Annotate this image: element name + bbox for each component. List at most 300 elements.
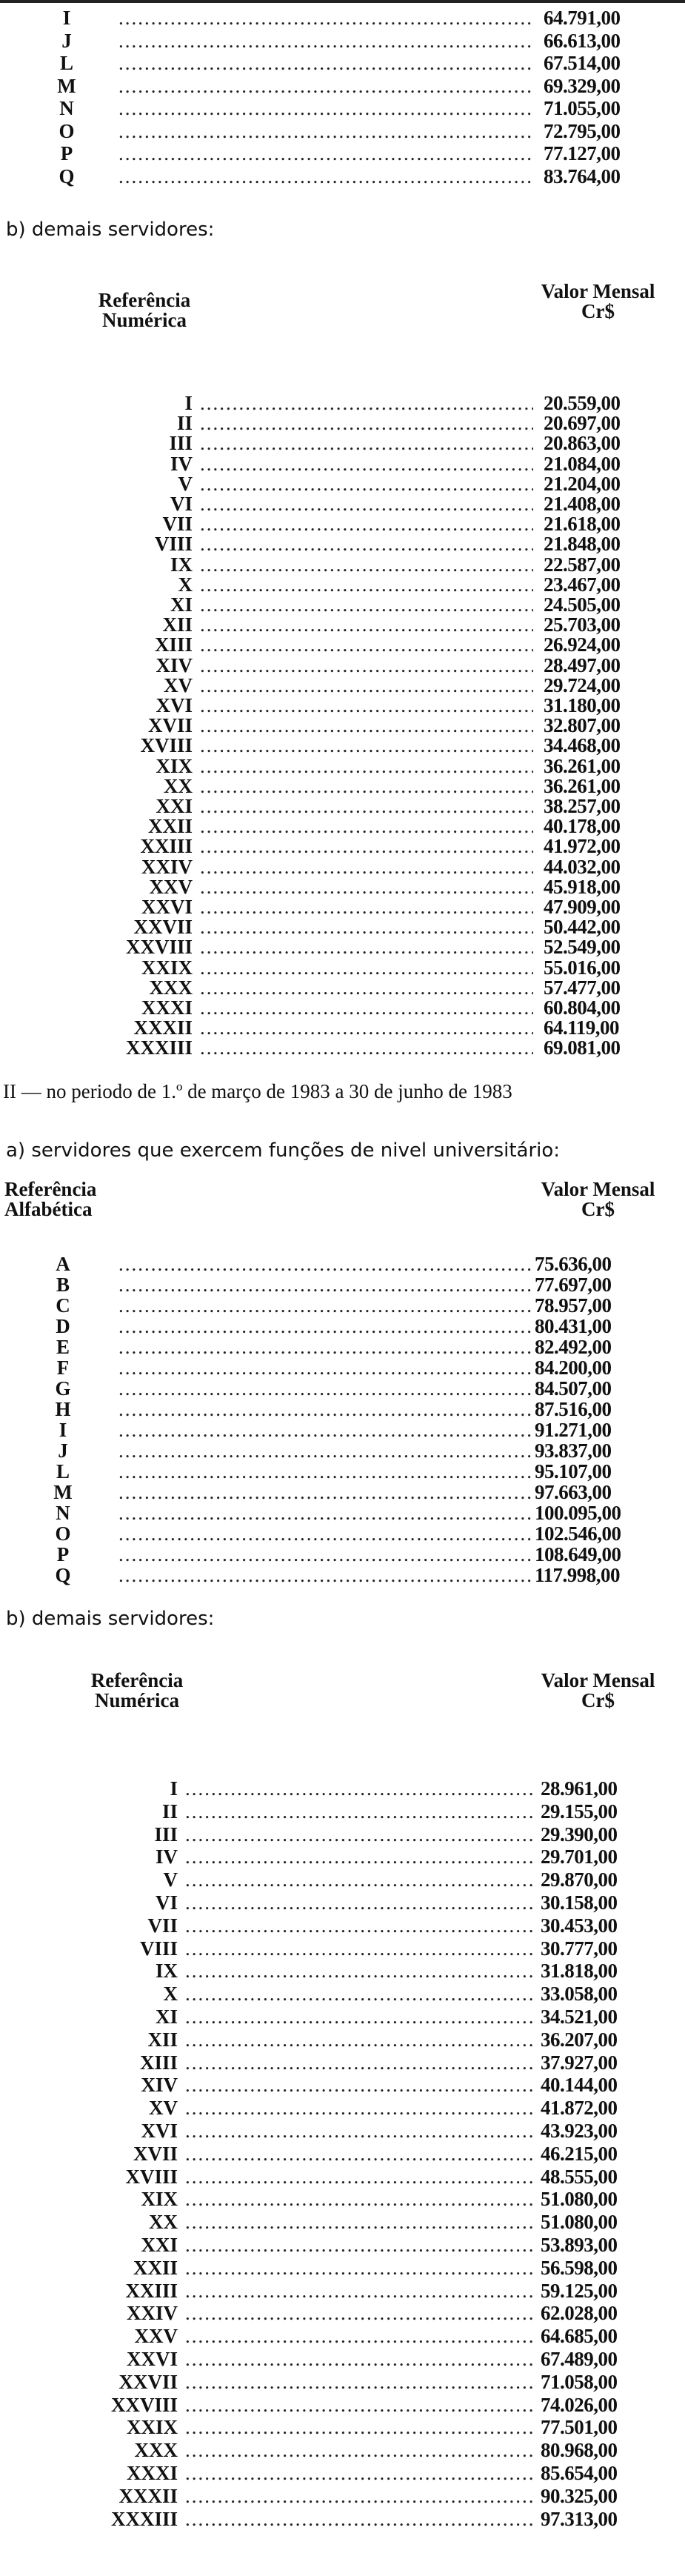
- reference-code: XXI: [141, 2234, 178, 2256]
- list-item: [0, 533, 685, 554]
- list-item: [0, 856, 685, 877]
- leader-dots: [185, 2052, 533, 2073]
- monthly-value: 29.701,00: [541, 1846, 618, 1868]
- monthly-value: 51.080,00: [541, 2211, 618, 2234]
- monthly-value: 97.663,00: [535, 1481, 612, 1503]
- leader-dots: [200, 876, 533, 897]
- leader-dots: [200, 977, 533, 998]
- reference-code: XXXIII: [110, 2507, 178, 2530]
- list-item: [0, 2211, 685, 2232]
- reference-code: III: [169, 432, 193, 455]
- reference-code: II: [176, 412, 193, 435]
- leader-dots: [118, 1274, 533, 1295]
- monthly-value: 23.467,00: [544, 573, 621, 596]
- list-item: [0, 1440, 685, 1461]
- reference-code: XXI: [156, 795, 193, 817]
- reference-code: N: [59, 97, 74, 119]
- leader-dots: [185, 2234, 533, 2255]
- reference-code: XXVII: [118, 2370, 178, 2393]
- monthly-value: 77.501,00: [541, 2416, 618, 2439]
- reference-code: XXVII: [133, 916, 193, 939]
- monthly-value: 51.080,00: [541, 2188, 618, 2211]
- list-item: [0, 1938, 685, 1959]
- monthly-value: 53.893,00: [541, 2234, 618, 2256]
- list-item: [0, 735, 685, 756]
- list-item: [0, 816, 685, 836]
- leader-dots: [185, 2303, 533, 2323]
- monthly-value: 102.546,00: [535, 1522, 621, 1545]
- leader-dots: [200, 493, 533, 514]
- reference-code: O: [59, 119, 75, 142]
- list-item: [0, 634, 685, 655]
- monthly-value: 71.058,00: [541, 2370, 618, 2393]
- list-item: [0, 2372, 685, 2392]
- reference-code: XIII: [139, 2051, 178, 2074]
- reference-code: C: [56, 1294, 70, 1317]
- monthly-value: 60.804,00: [544, 996, 621, 1019]
- reference-code: XXIV: [126, 2302, 178, 2325]
- monthly-value: 41.872,00: [541, 2097, 618, 2120]
- list-item: [0, 2120, 685, 2141]
- reference-code: J: [58, 1440, 68, 1462]
- monthly-value: 38.257,00: [544, 795, 621, 817]
- reference-code: G: [55, 1377, 71, 1400]
- reference-code: XIV: [156, 653, 193, 676]
- monthly-value: 69.329,00: [544, 74, 621, 97]
- reference-code: VII: [162, 513, 193, 536]
- leader-dots: [200, 715, 533, 736]
- list-item: [0, 776, 685, 796]
- monthly-value: 33.058,00: [541, 1983, 618, 2006]
- list-item: [0, 1399, 685, 1420]
- monthly-value: 40.178,00: [544, 815, 621, 838]
- reference-code: I: [59, 1419, 67, 1441]
- list-item: [0, 675, 685, 696]
- leader-dots: [118, 1461, 533, 1482]
- leader-dots: [200, 796, 533, 816]
- reference-code: F: [56, 1357, 70, 1379]
- leader-dots: [200, 1037, 533, 1058]
- leader-dots: [200, 554, 533, 575]
- reference-code: XXII: [147, 815, 193, 838]
- reference-code: IX: [170, 553, 193, 576]
- subtitle-demais-servidores-1: b) demais servidores:: [6, 219, 215, 241]
- leader-dots: [185, 2394, 533, 2415]
- leader-dots: [200, 936, 533, 957]
- reference-code: H: [55, 1398, 71, 1420]
- leader-dots: [200, 473, 533, 494]
- list-item: [0, 1892, 685, 1913]
- leader-dots: [118, 1316, 533, 1337]
- monthly-value: 56.598,00: [541, 2256, 618, 2279]
- value-header-line-2: Cr$: [581, 300, 615, 322]
- monthly-value: 78.957,00: [535, 1294, 612, 1317]
- reference-code: B: [56, 1274, 70, 1296]
- leader-dots: [185, 1778, 533, 1799]
- monthly-value: 117.998,00: [535, 1564, 621, 1586]
- value-header-line-1: Valor Mensal: [541, 1669, 655, 1691]
- list-item: [0, 997, 685, 1018]
- monthly-value: 97.313,00: [541, 2507, 618, 2530]
- reference-code: Q: [59, 164, 75, 187]
- leader-dots: [185, 2326, 533, 2346]
- ref-header-numerica-2: [52, 1671, 222, 1711]
- period-heading: II — no periodo de 1.º de março de 1983 a 30 de junho de 1983: [3, 1080, 512, 1102]
- monthly-value: 24.505,00: [544, 593, 621, 616]
- reference-code: XII: [162, 613, 193, 636]
- value-header-line-2: Cr$: [581, 1198, 615, 1220]
- monthly-value: 43.923,00: [541, 2120, 618, 2142]
- monthly-value: 21.618,00: [544, 513, 621, 536]
- leader-dots: [118, 1544, 533, 1565]
- monthly-value: 84.507,00: [535, 1377, 612, 1400]
- list-item: [0, 433, 685, 453]
- list-item: [0, 1482, 685, 1502]
- reference-code: XVII: [133, 2142, 178, 2165]
- value-header-1: [511, 282, 685, 322]
- list-item: [0, 1357, 685, 1378]
- reference-code: XIX: [141, 2188, 178, 2211]
- monthly-value: 32.807,00: [544, 714, 621, 737]
- list-item: [0, 2349, 685, 2369]
- list-item: [0, 453, 685, 474]
- reference-code: I: [62, 7, 71, 29]
- monthly-value: 71.055,00: [544, 97, 621, 119]
- leader-dots: [200, 533, 533, 554]
- leader-dots: [185, 2006, 533, 2027]
- ref-header-line-1: Referência: [4, 1178, 97, 1200]
- value-header-line-2: Cr$: [581, 1689, 615, 1711]
- list-item: [0, 796, 685, 816]
- list-item: [0, 493, 685, 514]
- monthly-value: 29.155,00: [541, 1800, 618, 1823]
- leader-dots: [200, 816, 533, 836]
- list-item: [0, 1254, 685, 1274]
- monthly-value: 28.497,00: [544, 653, 621, 676]
- reference-code: XVIII: [140, 734, 193, 757]
- monthly-value: 91.271,00: [535, 1419, 612, 1441]
- list-item: [0, 1274, 685, 1295]
- list-item: [0, 1378, 685, 1399]
- leader-dots: [200, 433, 533, 453]
- leader-dots: [118, 7, 533, 28]
- list-item: [0, 393, 685, 413]
- monthly-value: 20.863,00: [544, 432, 621, 455]
- monthly-value: 64.791,00: [544, 7, 621, 29]
- monthly-value: 36.261,00: [544, 754, 621, 777]
- list-item: [0, 916, 685, 937]
- list-item: [0, 2234, 685, 2255]
- monthly-value: 67.489,00: [541, 2348, 618, 2370]
- list-item: [0, 655, 685, 676]
- list-item: [0, 1869, 685, 1890]
- ref-header-alfabetica: [0, 1179, 175, 1219]
- leader-dots: [185, 2509, 533, 2529]
- leader-dots: [118, 1420, 533, 1440]
- list-item: [0, 977, 685, 998]
- leader-dots: [118, 1295, 533, 1316]
- subtitle-nivel-universitario: a) servidores que exercem funções de nivel universitário:: [6, 1139, 561, 1162]
- leader-dots: [200, 856, 533, 877]
- monthly-value: 100.095,00: [535, 1502, 621, 1524]
- leader-dots: [185, 1846, 533, 1867]
- list-item: [0, 1017, 685, 1038]
- monthly-value: 77.127,00: [544, 142, 621, 164]
- leader-dots: [185, 1824, 533, 1845]
- reference-code: XXX: [149, 976, 193, 999]
- reference-code: I: [170, 1777, 178, 1800]
- monthly-value: 80.431,00: [535, 1315, 612, 1337]
- monthly-value: 66.613,00: [544, 29, 621, 52]
- reference-code: XXVI: [141, 896, 193, 918]
- leader-dots: [200, 756, 533, 776]
- monthly-value: 84.200,00: [535, 1357, 612, 1379]
- reference-code: XXIV: [141, 855, 193, 878]
- reference-code: XI: [155, 2006, 178, 2028]
- list-item: [0, 513, 685, 534]
- leader-dots: [118, 1440, 533, 1461]
- reference-code: XX: [149, 2211, 178, 2234]
- monthly-value: 26.924,00: [544, 633, 621, 656]
- monthly-value: 31.180,00: [544, 694, 621, 716]
- reference-code: XII: [147, 2028, 178, 2051]
- reference-code: III: [154, 1823, 178, 1846]
- leader-dots: [118, 98, 533, 119]
- reference-code: XXV: [149, 875, 193, 898]
- list-item: [0, 121, 685, 142]
- list-item: [0, 1295, 685, 1316]
- leader-dots: [200, 1017, 533, 1038]
- monthly-value: 82.492,00: [535, 1336, 612, 1358]
- reference-code: E: [56, 1336, 70, 1358]
- list-item: [0, 554, 685, 575]
- monthly-value: 21.848,00: [544, 533, 621, 556]
- monthly-value: 80.968,00: [541, 2439, 618, 2462]
- reference-code: IV: [155, 1846, 178, 1868]
- monthly-value: 108.649,00: [535, 1543, 621, 1565]
- leader-dots: [118, 1399, 533, 1420]
- leader-dots: [185, 1960, 533, 1981]
- list-item: [0, 1960, 685, 1981]
- leader-dots: [185, 2211, 533, 2232]
- reference-code: Q: [55, 1564, 71, 1586]
- list-item: [0, 2303, 685, 2323]
- list-item: [0, 876, 685, 897]
- top-rule: [0, 0, 685, 3]
- monthly-value: 57.477,00: [544, 976, 621, 999]
- ref-header-line-2: Numérica: [102, 309, 187, 331]
- list-item: [0, 30, 685, 51]
- list-item: [0, 836, 685, 856]
- monthly-value: 30.158,00: [541, 1891, 618, 1914]
- leader-dots: [118, 30, 533, 51]
- list-item: [0, 756, 685, 776]
- reference-code: L: [59, 52, 73, 74]
- monthly-value: 25.703,00: [544, 613, 621, 636]
- monthly-value: 59.125,00: [541, 2279, 618, 2302]
- ref-header-line-1: Referência: [98, 289, 191, 311]
- monthly-value: 31.818,00: [541, 1960, 618, 1983]
- reference-code: XXXII: [118, 2484, 178, 2507]
- list-item: [0, 1801, 685, 1822]
- leader-dots: [200, 997, 533, 1018]
- reference-code: D: [56, 1315, 70, 1337]
- monthly-value: 34.521,00: [541, 2006, 618, 2028]
- list-item: [0, 2189, 685, 2209]
- list-item: [0, 1337, 685, 1357]
- list-item: [0, 574, 685, 595]
- reference-code: J: [61, 29, 72, 52]
- reference-code: XXXIII: [125, 1036, 193, 1059]
- monthly-value: 72.795,00: [544, 119, 621, 142]
- reference-code: A: [56, 1253, 70, 1275]
- reference-code: XIV: [141, 2074, 178, 2097]
- ref-header-line-2: Alfabética: [4, 1198, 93, 1220]
- subtitle-demais-servidores-2: b) demais servidores:: [6, 1608, 215, 1630]
- monthly-value: 20.697,00: [544, 412, 621, 435]
- leader-dots: [200, 776, 533, 796]
- leader-dots: [118, 1357, 533, 1378]
- list-item: [0, 936, 685, 957]
- list-item: [0, 594, 685, 615]
- list-item: [0, 2006, 685, 2027]
- list-item: [0, 473, 685, 494]
- list-item: [0, 715, 685, 736]
- leader-dots: [200, 413, 533, 433]
- reference-code: XV: [149, 2097, 178, 2120]
- leader-dots: [185, 2120, 533, 2141]
- ref-header-numerica-1: [59, 290, 230, 330]
- monthly-value: 87.516,00: [535, 1398, 612, 1420]
- list-item: [0, 2052, 685, 2073]
- leader-dots: [185, 2372, 533, 2392]
- reference-code: X: [178, 573, 193, 596]
- monthly-value: 95.107,00: [535, 1460, 612, 1482]
- reference-code: XXII: [133, 2256, 178, 2279]
- monthly-value: 48.555,00: [541, 2165, 618, 2188]
- leader-dots: [185, 2486, 533, 2506]
- monthly-value: 93.837,00: [535, 1440, 612, 1462]
- reference-code: XXVI: [126, 2348, 178, 2370]
- reference-code: IV: [170, 452, 193, 475]
- list-item: [0, 2486, 685, 2506]
- monthly-value: 69.081,00: [544, 1036, 621, 1059]
- monthly-value: 47.909,00: [544, 896, 621, 918]
- ref-header-line-1: Referência: [90, 1669, 184, 1691]
- leader-dots: [185, 2349, 533, 2369]
- list-item: [0, 2280, 685, 2301]
- monthly-value: 20.559,00: [544, 392, 621, 414]
- monthly-value: 67.514,00: [544, 52, 621, 74]
- reference-code: XXIII: [125, 2279, 178, 2302]
- leader-dots: [200, 634, 533, 655]
- leader-dots: [185, 1983, 533, 2004]
- leader-dots: [185, 1801, 533, 1822]
- reference-code: N: [56, 1502, 70, 1524]
- leader-dots: [200, 675, 533, 696]
- monthly-value: 36.261,00: [544, 774, 621, 797]
- leader-dots: [200, 735, 533, 756]
- leader-dots: [185, 2463, 533, 2483]
- monthly-value: 74.026,00: [541, 2393, 618, 2416]
- monthly-value: 64.119,00: [544, 1016, 620, 1039]
- reference-code: XVII: [147, 714, 193, 737]
- leader-dots: [118, 1565, 533, 1585]
- monthly-value: 21.204,00: [544, 472, 621, 495]
- monthly-value: 45.918,00: [544, 875, 621, 898]
- reference-code: V: [163, 1868, 178, 1891]
- reference-code: M: [53, 1481, 73, 1503]
- monthly-value: 55.016,00: [544, 956, 621, 979]
- monthly-value: 83.764,00: [544, 164, 621, 187]
- reference-code: O: [55, 1522, 71, 1545]
- monthly-value: 29.724,00: [544, 673, 621, 696]
- leader-dots: [200, 836, 533, 856]
- monthly-value: 77.697,00: [535, 1274, 612, 1296]
- monthly-value: 46.215,00: [541, 2142, 618, 2165]
- leader-dots: [118, 121, 533, 142]
- monthly-value: 64.685,00: [541, 2325, 618, 2348]
- monthly-value: 30.453,00: [541, 1914, 618, 1937]
- leader-dots: [185, 2029, 533, 2050]
- monthly-value: 62.028,00: [541, 2302, 618, 2325]
- leader-dots: [200, 574, 533, 595]
- reference-code: XXIX: [126, 2416, 178, 2439]
- list-item: [0, 1915, 685, 1936]
- reference-code: VI: [155, 1891, 178, 1914]
- list-item: [0, 1846, 685, 1867]
- reference-code: XI: [170, 593, 193, 616]
- leader-dots: [185, 1938, 533, 1959]
- monthly-value: 52.549,00: [544, 936, 621, 959]
- leader-dots: [200, 393, 533, 413]
- reference-code: VIII: [139, 1937, 178, 1960]
- list-item: [0, 413, 685, 433]
- list-item: [0, 614, 685, 635]
- reference-code: VII: [147, 1914, 178, 1937]
- reference-code: XV: [164, 673, 193, 696]
- list-item: [0, 2509, 685, 2529]
- list-item: [0, 2166, 685, 2187]
- reference-code: P: [56, 1543, 70, 1565]
- leader-dots: [185, 2166, 533, 2187]
- leader-dots: [118, 1378, 533, 1399]
- list-item: [0, 1824, 685, 1845]
- leader-dots: [200, 513, 533, 534]
- list-item: [0, 695, 685, 716]
- list-item: [0, 2417, 685, 2437]
- leader-dots: [185, 1892, 533, 1913]
- list-item: [0, 1778, 685, 1799]
- value-header-3: [511, 1671, 685, 1711]
- list-item: [0, 2326, 685, 2346]
- leader-dots: [185, 2257, 533, 2278]
- list-item: [0, 957, 685, 978]
- list-item: [0, 896, 685, 917]
- leader-dots: [118, 53, 533, 73]
- leader-dots: [200, 453, 533, 474]
- monthly-value: 75.636,00: [535, 1253, 612, 1275]
- leader-dots: [118, 1523, 533, 1544]
- value-header-line-1: Valor Mensal: [541, 280, 655, 302]
- reference-code: XX: [164, 774, 193, 797]
- leader-dots: [118, 1337, 533, 1357]
- ref-header-line-2: Numérica: [95, 1689, 179, 1711]
- value-header-line-1: Valor Mensal: [541, 1178, 655, 1200]
- leader-dots: [118, 76, 533, 96]
- reference-code: VIII: [154, 533, 193, 556]
- reference-code: P: [60, 142, 73, 164]
